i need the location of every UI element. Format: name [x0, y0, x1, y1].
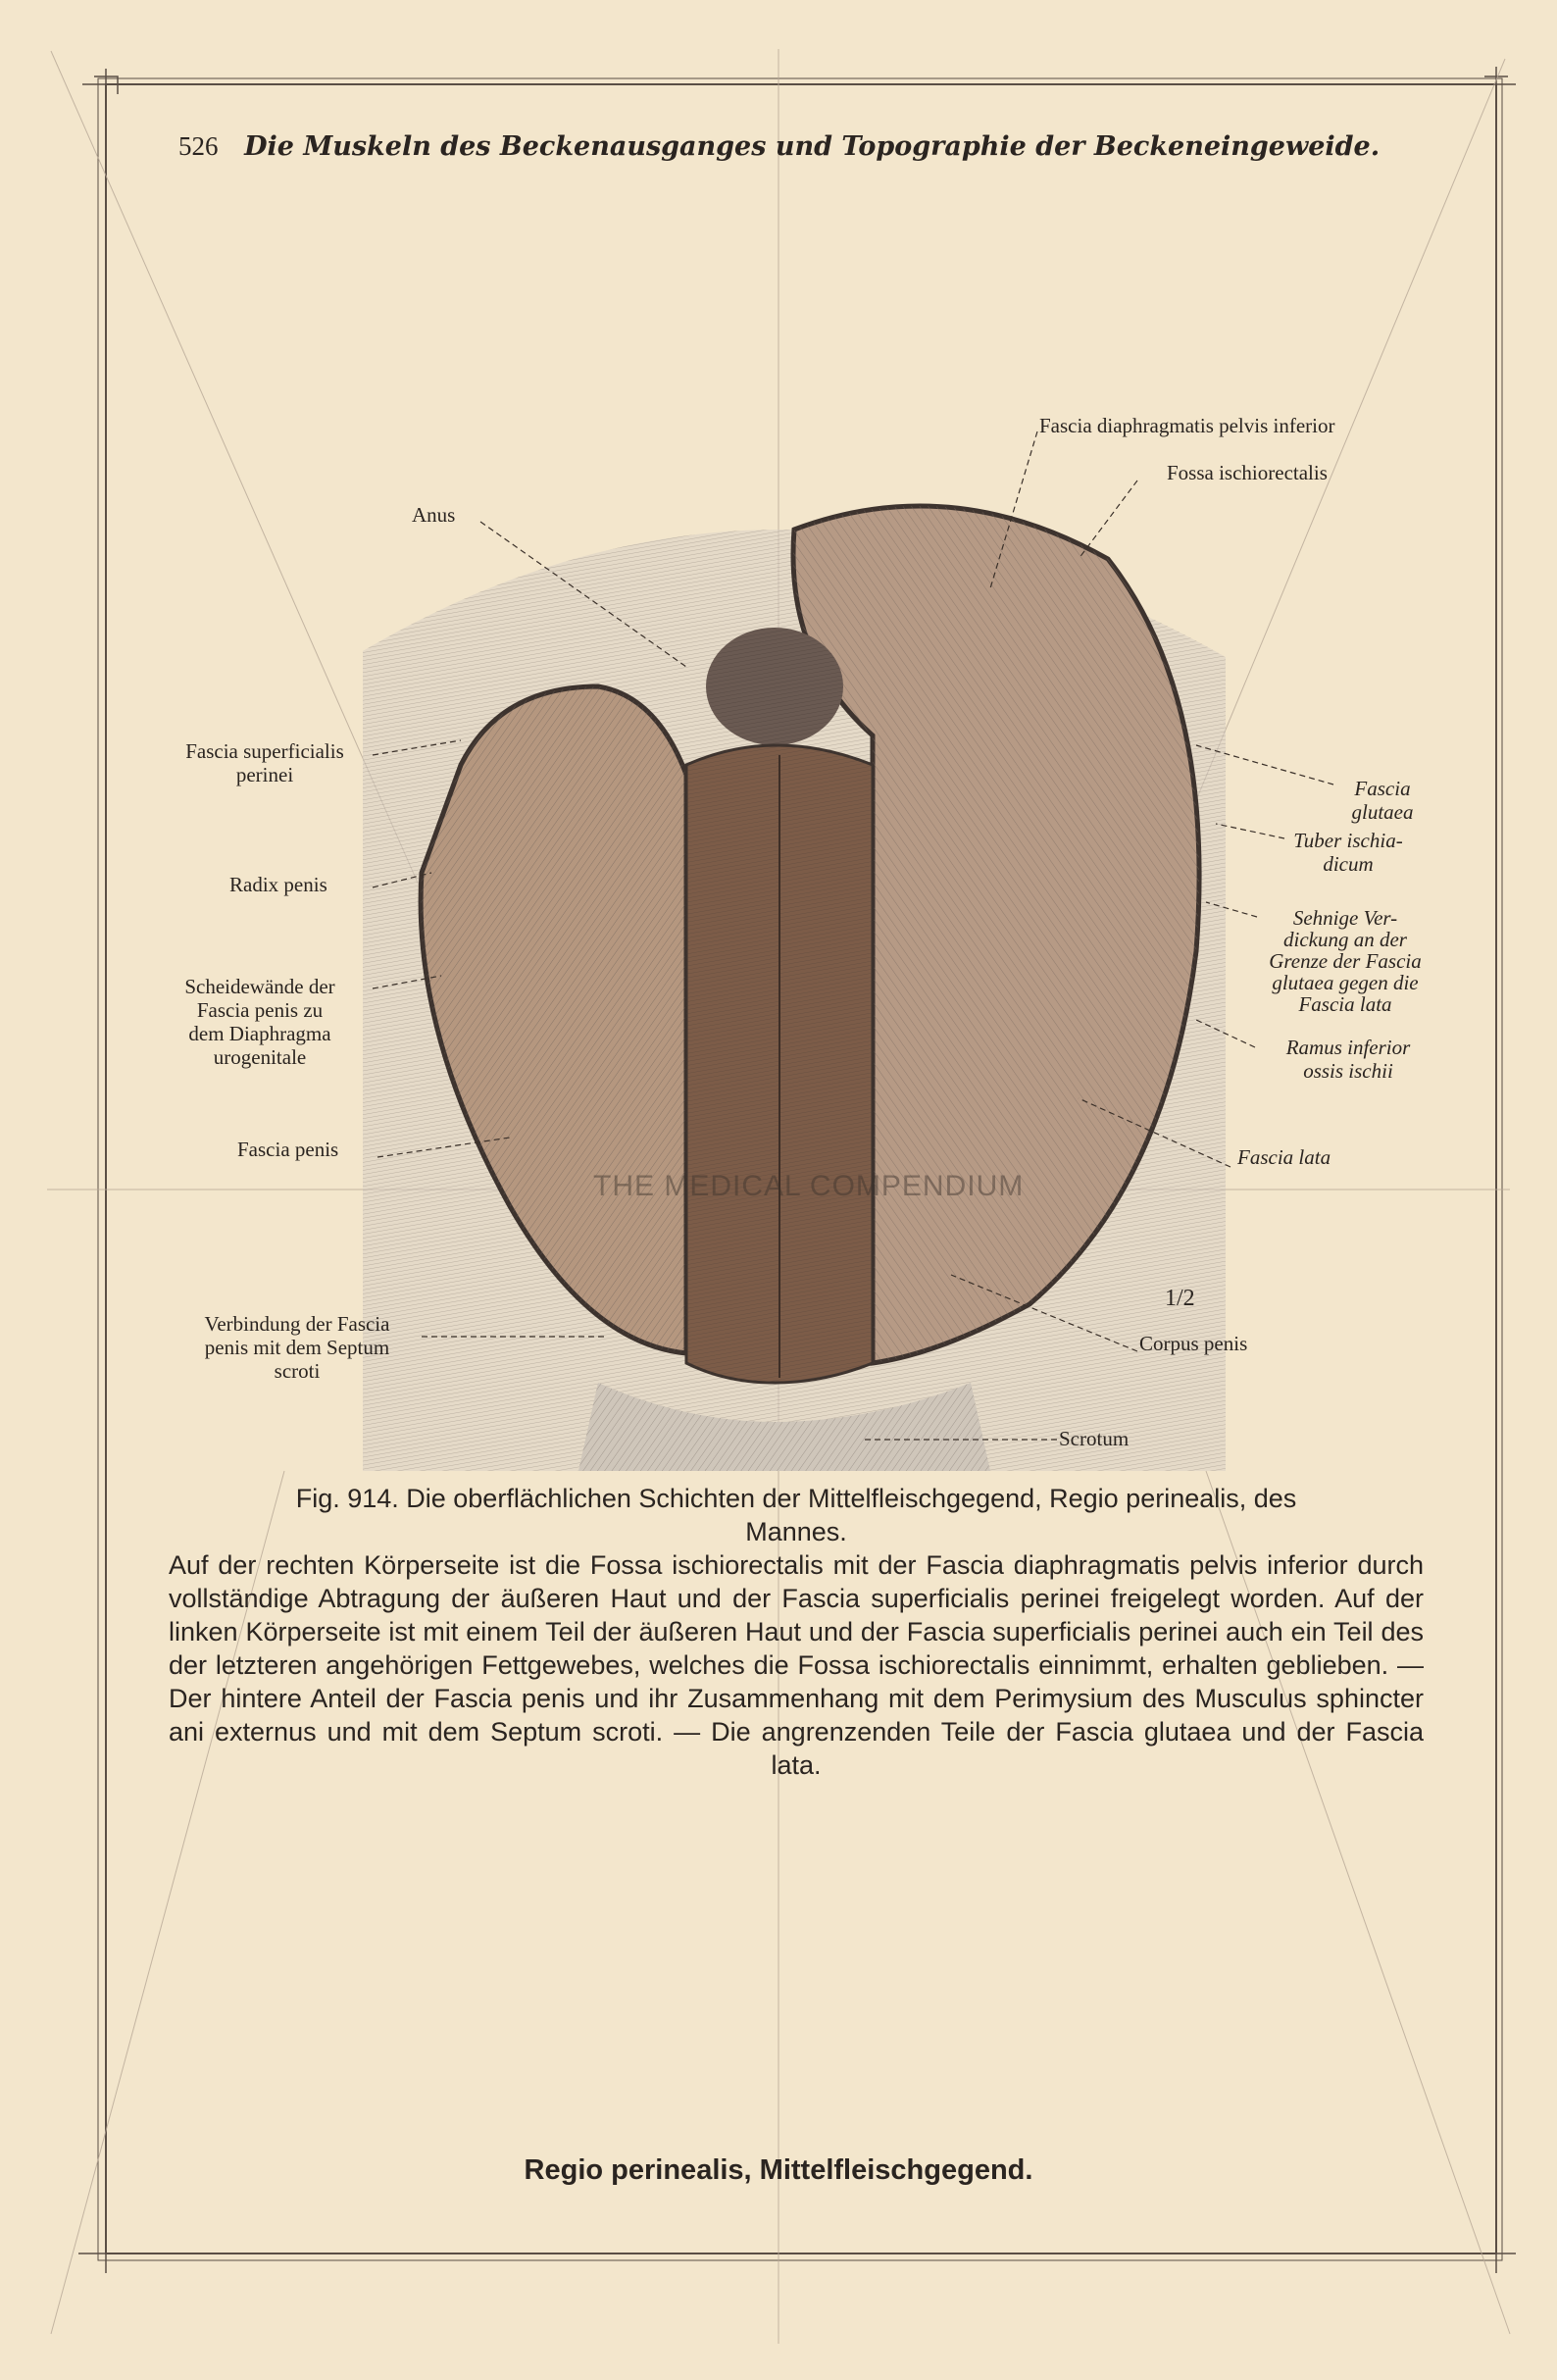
chapter-title: Die Muskeln des Beckenausganges und Topographie der Beckeneingeweide.: [244, 131, 1381, 162]
label-verbindung-line1: Verbindung der Fascia: [204, 1312, 390, 1336]
label-sehnige-verdickung: [1237, 907, 1453, 1015]
plate-title: Regio perinealis, Mittelfleischgegend.: [524, 2154, 1033, 2186]
label-radix-penis: Radix penis: [229, 873, 327, 896]
label-fascia-penis: Fascia penis: [237, 1138, 339, 1161]
label-fascia-glutaea-line2: glutaea: [1351, 800, 1414, 824]
label-corpus-penis: Corpus penis: [1139, 1332, 1248, 1355]
label-verbindung: [165, 1312, 429, 1383]
scale-label: 1/2: [1165, 1286, 1195, 1311]
label-tuber-line2: dicum: [1323, 852, 1374, 876]
caption-title-line1: Fig. 914. Die oberflächlichen Schichten der Mittelfleischgegend, Regio perinealis, des: [295, 1484, 1297, 1513]
caption-title-line2: Mannes.: [745, 1517, 847, 1546]
label-fascia-superficialis-line2: perinei: [235, 763, 294, 786]
label-fascia-diaphragmatis: Fascia diaphragmatis pelvis inferior: [1039, 414, 1335, 437]
label-scheidewaende-line4: urogenitale: [213, 1045, 307, 1069]
label-sehnige-line3: Grenze der Fascia: [1269, 949, 1422, 973]
label-ramus-line2: ossis ischii: [1303, 1059, 1393, 1083]
label-scrotum: Scrotum: [1059, 1427, 1130, 1450]
caption-body: Auf der rechten Körperseite ist die Fossa ischiorectalis mit der Fascia diaphragmatis pelvis inferior durch vollständige Abtragung der äußeren Haut und der Fascia superficialis perinei freigelegt worden. Auf der linken Körperseite ist mit einem Teil der äußeren Haut und der Fascia superficialis perinei auch ein Teil des der letzteren angehörigen Fettgewebes, welches die Fossa ischiorectalis einnimmt, erhalten geblieben. — Der hintere Anteil der Fascia penis und ihr Zusammenhang mit dem Perimysium des Musculus sphincter ani externus und mit dem Septum scroti. — Die angrenzenden Teile der Fascia glutaea und der Fascia lata.: [169, 1550, 1424, 1780]
label-verbindung-line3: scroti: [274, 1359, 321, 1383]
label-fascia-lata: Fascia lata: [1237, 1145, 1331, 1169]
label-ramus-inferior: [1255, 1036, 1441, 1083]
label-scheidewaende-line2: Fascia penis zu: [196, 998, 324, 1022]
label-fascia-glutaea-line1: Fascia: [1354, 777, 1411, 800]
label-sehnige-line5: Fascia lata: [1298, 992, 1392, 1016]
label-scheidewaende-line1: Scheidewände der: [184, 975, 335, 998]
label-sehnige-line1: Sehnige Ver-: [1292, 906, 1398, 930]
label-fascia-superficialis-line1: Fascia superficialis: [185, 739, 344, 763]
label-ramus-line1: Ramus inferior: [1285, 1036, 1411, 1059]
label-sehnige-line2: dickung an der: [1283, 928, 1407, 951]
label-tuber-line1: Tuber ischia-: [1293, 829, 1403, 852]
label-scheidewaende: [157, 975, 363, 1069]
label-tuber-ischiadicum: [1275, 829, 1422, 876]
label-scheidewaende-line3: dem Diaphragma: [188, 1022, 331, 1045]
label-fossa-ischiorectalis: Fossa ischiorectalis: [1167, 461, 1328, 484]
figure-caption: [169, 1482, 1424, 1782]
label-anus: Anus: [412, 503, 456, 527]
watermark-text: THE MEDICAL COMPENDIUM: [593, 1170, 1025, 1202]
page-number: 526: [178, 131, 219, 161]
label-fascia-superficialis: [157, 739, 373, 786]
label-sehnige-line4: glutaea gegen die: [1272, 971, 1419, 994]
label-fascia-glutaea: [1324, 777, 1441, 824]
label-verbindung-line2: penis mit dem Septum: [204, 1336, 390, 1359]
